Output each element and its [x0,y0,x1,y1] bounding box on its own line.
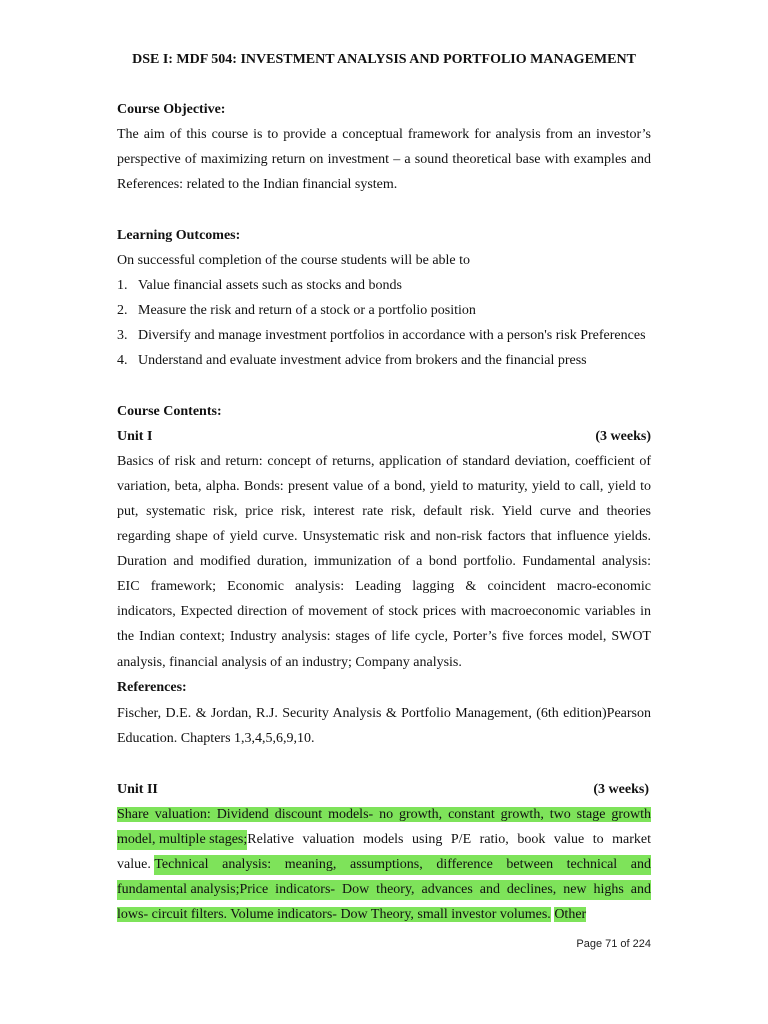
unit1-title: Unit I [117,429,153,444]
unit1-line: indicators, Expected direction of movement of stock prices with macroeconomic variables in [117,604,651,619]
objective-heading: Course Objective: [117,102,226,117]
unit2-line [117,905,651,925]
unit1-line: put, systematic risk, price risk, interest rate risk, default risk. Yield curve and theories [117,504,651,519]
outcome-item [117,351,651,371]
outcome-text: Value financial assets such as stocks and bonds [138,278,402,293]
contents-heading: Course Contents: [117,404,222,419]
outcomes-heading: Learning Outcomes: [117,228,241,243]
unit1-header [117,427,651,447]
outcome-text: Understand and evaluate investment advice from brokers and the financial press [138,353,587,368]
outcome-item [117,301,651,321]
unit2-line [117,880,651,900]
objective-line: perspective of maximizing return on investment – a sound theoretical base with examples and [117,152,651,167]
outcome-number: 2. [117,303,128,318]
unit1-line: Duration and modified duration, immunization of a bond portfolio. Fundamental analysis: [117,554,651,569]
highlighted-text: fundamental analysis; [117,882,240,897]
plain-text: Relative valuation models using P/E ratio, book value to market [247,832,651,847]
unit2-line [117,855,651,875]
unit1-line: analysis, financial analysis of an industry; Company analysis. [117,655,462,670]
unit1-line: the Indian context; Industry analysis: stages of life cycle, Porter’s five forces model, SWOT [117,629,651,644]
unit2-title: Unit II [117,782,158,797]
unit2-duration: (3 weeks) [593,782,649,797]
outcome-number: 1. [117,278,128,293]
unit1-duration: (3 weeks) [595,429,651,444]
highlighted-text: lows- circuit filters. Volume indicators- Dow Theory, small investor volumes. [117,907,551,922]
outcomes-intro: On successful completion of the course students will be able to [117,253,471,268]
unit2-header [117,780,651,800]
outcome-item [117,276,651,296]
outcome-number: 4. [117,353,128,368]
outcome-text: Diversify and manage investment portfolios in accordance with a person's risk Preferences [138,328,646,343]
highlighted-text: Other [554,907,587,922]
reference-line: Education. Chapters 1,3,4,5,6,9,10. [117,731,315,746]
references-heading: References: [117,680,187,695]
unit2-line [117,830,651,850]
unit1-line: variation, beta, alpha. Bonds: present value of a bond, yield to maturity, yield to call, yield to [117,479,651,494]
highlighted-text: model, multiple stages; [117,830,247,850]
objective-line: The aim of this course is to provide a conceptual framework for analysis from an investor’s [117,127,651,142]
unit1-line: EIC framework; Economic analysis: Leading lagging & coincident macro-economic [117,579,651,594]
unit1-line: regarding shape of yield curve. Unsystematic risk and non-risk factors that influence yields. [117,529,651,544]
objective-line: References: related to the Indian financial system. [117,177,398,192]
unit2-line [117,805,651,825]
reference-line: Fischer, D.E. & Jordan, R.J. Security Analysis & Portfolio Management, (6th edition)Pearson [117,706,651,721]
outcome-text: Measure the risk and return of a stock or a portfolio position [138,303,476,318]
plain-text: value. [117,857,155,872]
unit1-line: Basics of risk and return: concept of returns, application of standard deviation, coefficient of [117,454,651,469]
highlighted-text: Price indicators- Dow theory, advances and declines, new highs and [239,882,651,897]
highlighted-text: Share valuation: Dividend discount models- no growth, constant growth, two stage growth [117,807,651,822]
highlighted-text: Technical analysis: meaning, assumptions, difference between technical and [154,855,651,875]
outcome-number: 3. [117,328,128,343]
outcome-item [117,326,651,346]
page-number: Page 71 of 224 [576,938,651,950]
document-title: DSE I: MDF 504: INVESTMENT ANALYSIS AND PORTFOLIO MANAGEMENT [132,52,636,67]
